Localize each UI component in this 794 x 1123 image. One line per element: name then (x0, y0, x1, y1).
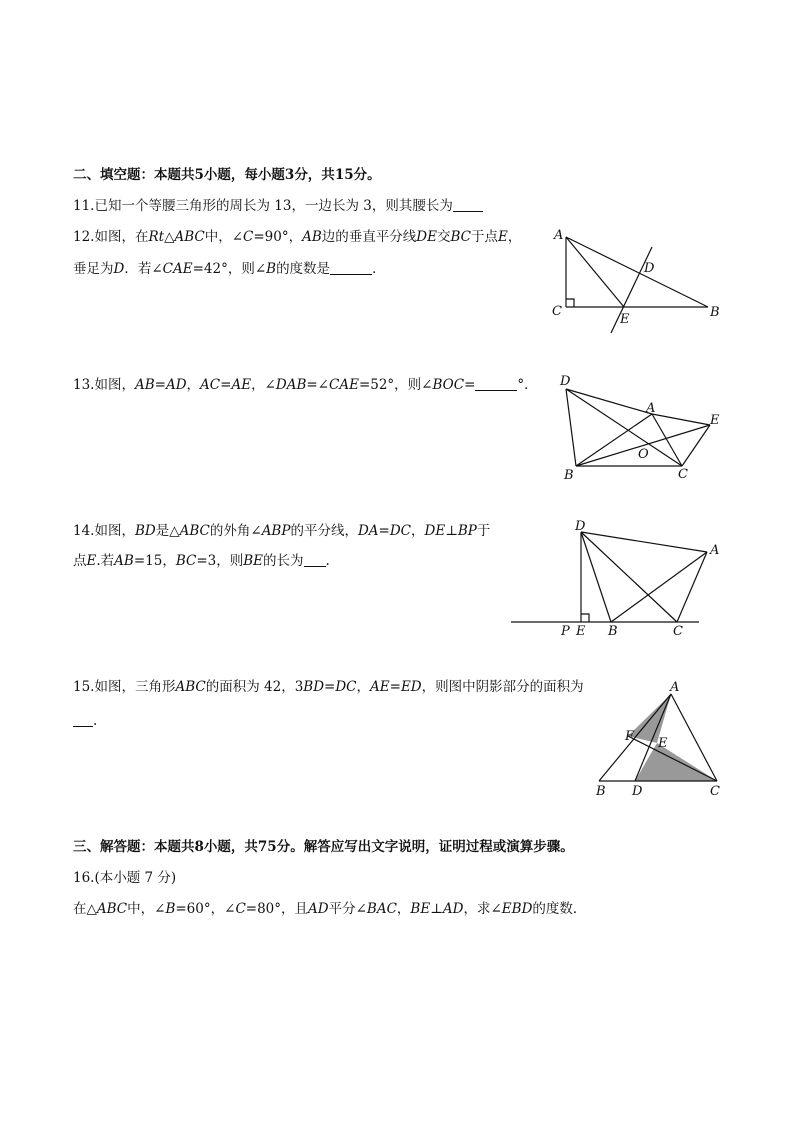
question-16-text (73, 900, 586, 918)
text: Rt (148, 229, 165, 245)
text: B (165, 901, 176, 917)
text: 是△ (155, 523, 180, 539)
label-E: E (576, 624, 586, 639)
q15-figure (590, 676, 730, 801)
section-heading-fill-in (73, 166, 381, 184)
heading-text: 三、解答题：本题共 (73, 839, 195, 855)
perpendicular-bisector-DE (611, 247, 652, 333)
text: = (220, 377, 232, 393)
label-A: A (710, 543, 720, 558)
points-per-question: 3 (284, 167, 295, 183)
text: ABC (174, 229, 205, 245)
label-E: E (710, 413, 720, 428)
text: C (243, 229, 254, 245)
label-A: A (670, 680, 680, 695)
text: 中，∠ (127, 901, 166, 917)
label-P: P (561, 624, 570, 639)
text: ABP (261, 523, 291, 539)
label-D: D (575, 519, 586, 534)
text: DE (424, 523, 446, 539)
right-angle-mark (566, 299, 574, 307)
question-16-title (73, 869, 176, 887)
question-14-line-2 (73, 552, 330, 570)
text: △ (164, 229, 175, 245)
label-C: C (678, 467, 688, 482)
right-angle-mark (581, 614, 589, 622)
text: AB (134, 377, 155, 393)
question-15-line-1 (73, 678, 584, 696)
text: BOC (432, 377, 465, 393)
question-title: 16.(本小题 7 分) (73, 870, 177, 886)
text: 于 (476, 523, 491, 539)
text: CAE (329, 377, 359, 393)
question-12-line-2 (73, 260, 386, 278)
label-O: O (638, 447, 649, 462)
heading-text: 分。解答应写出文字说明，证明过程或演算步骤。 (276, 839, 574, 855)
text: ED (400, 679, 422, 695)
answer-blank[interactable] (304, 554, 326, 567)
question-count: 5 (194, 167, 204, 183)
segment-AE (566, 237, 624, 307)
text: AD (442, 901, 464, 917)
question-14-line-1 (73, 522, 490, 540)
text: AD (165, 377, 187, 393)
text: B (266, 261, 277, 277)
segment-AB (566, 237, 708, 307)
text: ，∠ (251, 377, 276, 393)
answer-blank[interactable] (330, 262, 372, 275)
heading-text: 小题，共 (203, 839, 258, 855)
answer-blank[interactable] (73, 714, 93, 727)
text: 的平分线， (290, 523, 358, 539)
label-B: B (564, 468, 574, 483)
text: AE (231, 377, 252, 393)
total-points: 15 (334, 167, 354, 183)
text: = (389, 679, 401, 695)
text: .若 (96, 553, 115, 569)
text: AD (308, 901, 329, 917)
text: ⊥ (430, 901, 443, 917)
q13-figure (550, 372, 730, 487)
text: BD (303, 679, 325, 695)
text: 15.如图，三角形 (73, 679, 176, 695)
label-E: E (620, 312, 630, 327)
text: BP (457, 523, 477, 539)
text: =∠ (306, 377, 329, 393)
text: 13.如图， (73, 377, 135, 393)
segment-DA (566, 389, 652, 414)
text: BD (134, 523, 156, 539)
text: 交 (436, 229, 451, 245)
text: =60°，∠ (175, 901, 236, 917)
label-A: A (554, 228, 564, 243)
text: = (464, 377, 476, 393)
text: =52°，则∠ (358, 377, 433, 393)
label-E: E (658, 736, 668, 751)
text: ， (396, 901, 411, 917)
question-text: 11.已知一个等腰三角形的周长为 13，一边长为 3，则其腰长为 (73, 198, 453, 214)
text: . (93, 713, 98, 729)
text: D (113, 261, 125, 277)
label-A: A (646, 401, 656, 416)
q12-figure (540, 225, 740, 340)
text: 中，∠ (204, 229, 244, 245)
text: CAE (162, 261, 193, 277)
segment-DB (566, 389, 576, 466)
label-D: D (632, 784, 643, 799)
question-count: 8 (194, 839, 204, 855)
text: 的度数是 (276, 261, 331, 277)
text: E (86, 553, 97, 569)
text: DA (357, 523, 379, 539)
segment-AE (652, 414, 710, 425)
text: E (498, 229, 508, 245)
text: BE (410, 901, 431, 917)
label-F: F (625, 729, 635, 744)
text: 14.如图， (73, 523, 135, 539)
text: 垂足为 (73, 261, 114, 277)
label-C: C (710, 784, 720, 799)
label-D: D (560, 374, 571, 389)
text: AB (114, 553, 134, 569)
heading-text: 小题，每小题 (203, 167, 285, 183)
question-11 (73, 197, 483, 215)
label-D: D (644, 261, 655, 276)
text: BC (175, 553, 197, 569)
text: DE (416, 229, 437, 245)
text: °． (517, 377, 538, 393)
question-15-line-2 (73, 712, 97, 730)
question-13 (73, 376, 538, 394)
text: C (235, 901, 246, 917)
text: 12.如图，在 (73, 229, 149, 245)
text: ， (356, 679, 371, 695)
answer-blank[interactable] (475, 378, 517, 391)
text: 在△ (73, 901, 97, 917)
question-12-line-1 (73, 228, 521, 246)
text: 的长为 (263, 553, 304, 569)
segment-DC (566, 389, 682, 466)
text: =90°， (253, 229, 303, 245)
text: ． (372, 261, 386, 277)
text: =80°，且 (245, 901, 309, 917)
text: = (154, 377, 166, 393)
text: 的面积为 42，3 (205, 679, 304, 695)
text: =3，则 (196, 553, 244, 569)
text: ABC (179, 523, 210, 539)
q14-figure (505, 518, 735, 643)
text: ， (507, 229, 522, 245)
text: ，则图中阴影部分的面积为 (421, 679, 584, 695)
text: ABC (96, 901, 128, 917)
section-heading-solutions (73, 838, 574, 856)
text: DC (335, 679, 357, 695)
text: . (325, 553, 330, 569)
text: ABC (175, 679, 206, 695)
text: 平分∠ (328, 901, 367, 917)
text: =42°，则∠ (192, 261, 267, 277)
text: BC (450, 229, 471, 245)
text: AC (200, 377, 221, 393)
label-B: B (608, 624, 618, 639)
text: 点 (73, 553, 87, 569)
text: ⊥ (445, 523, 458, 539)
total-points: 75 (257, 839, 277, 855)
text: 于点 (471, 229, 498, 245)
segment-AC (652, 414, 682, 466)
text: ，求∠ (463, 901, 502, 917)
label-B: B (596, 784, 606, 799)
text: AE (370, 679, 390, 695)
text: =15， (133, 553, 176, 569)
answer-blank[interactable] (453, 199, 483, 212)
heading-text: 分，共 (294, 167, 335, 183)
text: DAB (275, 377, 307, 393)
text: ．若∠ (124, 261, 163, 277)
text: = (378, 523, 390, 539)
label-C: C (552, 304, 562, 319)
text: EBD (501, 901, 533, 917)
text: AB (302, 229, 322, 245)
text: BAC (366, 901, 397, 917)
heading-text: 二、填空题：本题共 (73, 167, 195, 183)
label-B: B (710, 305, 720, 320)
text: DC (389, 523, 411, 539)
text: ， (186, 377, 201, 393)
text: 边的垂直平分线 (321, 229, 417, 245)
text: ， (411, 523, 425, 539)
text: 的外角∠ (209, 523, 262, 539)
text: BE (243, 553, 264, 569)
heading-text: 分。 (353, 167, 381, 183)
text: = (324, 679, 336, 695)
text: 的度数． (532, 901, 587, 917)
label-C: C (673, 624, 683, 639)
segment-EC (682, 425, 710, 466)
